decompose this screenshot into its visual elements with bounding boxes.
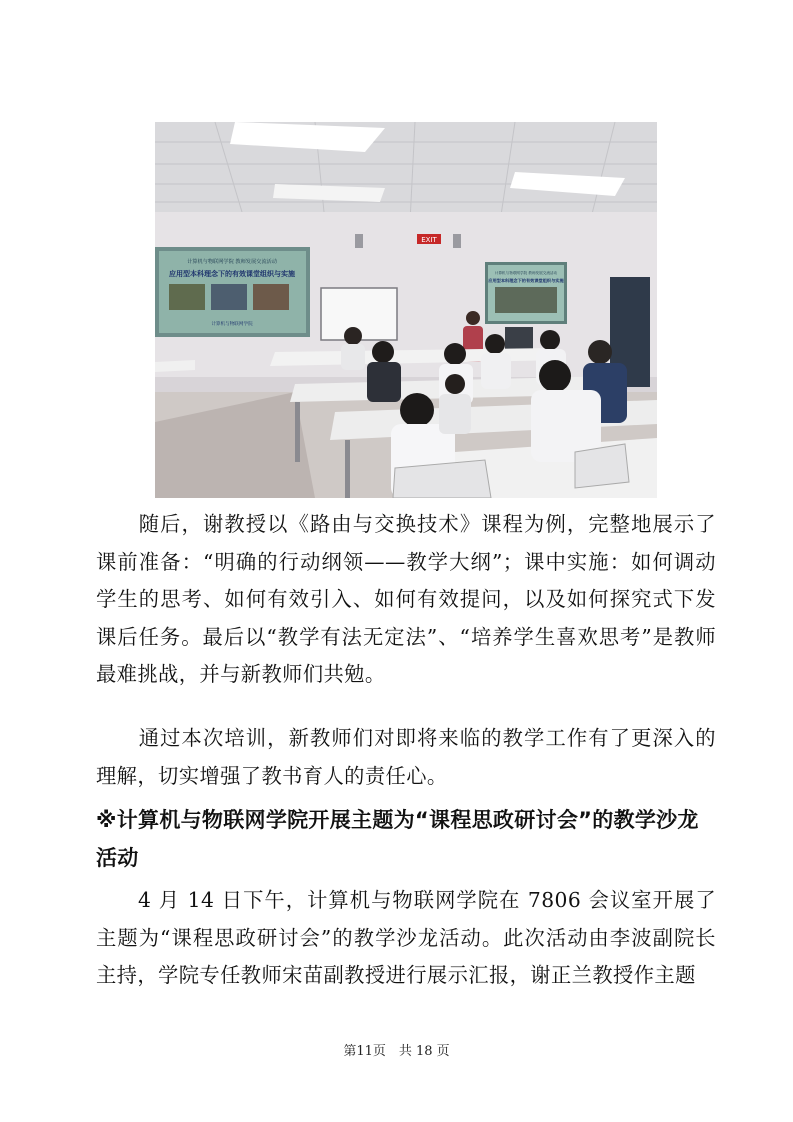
left-screen-line2: 应用型本科理念下的有效课堂组织与实施 — [169, 270, 295, 278]
paragraph-1-text: 随后，谢教授以《路由与交换技术》课程为例，完整地展示了课前准备：“明确的行动纲领——教学大纲”；课中实施：如何调动学生的思考、如何有效引入、如何有效提问，以及如何探究式下发课后任务。最后以“教学有法无定法”、“培养学生喜欢思考”是教师最难挑战，并与新教师们共勉。 — [96, 512, 717, 686]
exit-sign-text: EXIT — [421, 236, 437, 244]
classroom-photo-graphic — [155, 122, 657, 498]
paragraph-1 — [96, 506, 716, 694]
training-photo — [155, 122, 657, 498]
page-footer: 第11页 共 18 页 — [343, 1044, 450, 1059]
paragraph-2-text: 通过本次培训，新教师们对即将来临的教学工作有了更深入的理解，切实增强了教书育人的责任心。 — [96, 726, 716, 788]
section-heading: ※计算机与物联网学院开展主题为“课程思政研讨会”的教学沙龙活动 — [96, 808, 699, 870]
left-screen-footer: 计算机与物联网学院 — [211, 322, 253, 327]
right-screen-line2: 应用型本科理念下的有效课堂组织与实施 — [488, 278, 564, 283]
paragraph-3 — [96, 882, 716, 995]
paragraph-2 — [96, 720, 716, 795]
paragraph-3-text: 4 月 14 日下午，计算机与物联网学院在 7806 会议室开展了主题为“课程思政研讨会”的教学沙龙活动。此次活动由李波副院长主持，学院专任教师宋苗副教授进行展示汇报，谢正兰教授作主题 — [96, 888, 716, 987]
right-screen-line1: 计算机与物联网学院 教师发展交流活动 — [494, 271, 558, 275]
left-screen-line1: 计算机与物联网学院 教师发展交流活动 — [187, 259, 277, 265]
